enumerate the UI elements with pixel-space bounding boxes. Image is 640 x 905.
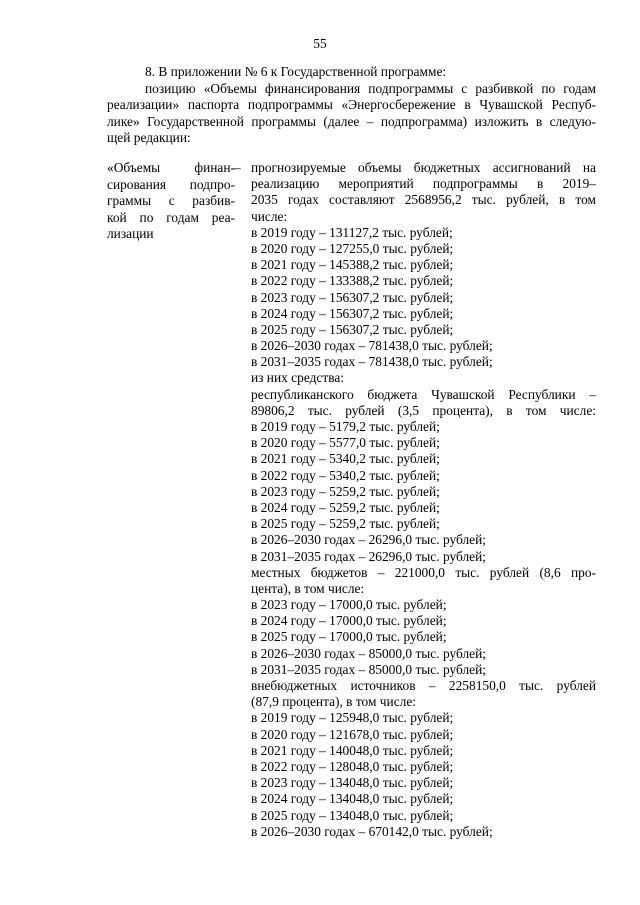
financing-line: в 2023 году – 134048,0 тыс. рублей; — [251, 775, 454, 791]
financing-line: республиканского бюджета Чувашской Республики – — [251, 386, 596, 402]
financing-line: из них средства: — [251, 370, 345, 386]
financing-line: числе: — [251, 208, 288, 224]
label-line: лизации — [107, 226, 154, 241]
financing-line: в 2021 году – 145388,2 тыс. рублей; — [251, 257, 454, 273]
financing-line: 2035 годах составляют 2568956,2 тыс. рублей, в том — [251, 192, 596, 208]
financing-line: в 2020 году – 121678,0 тыс. рублей; — [251, 726, 454, 742]
financing-line: реализацию мероприятий подпрограммы в 2019– — [251, 176, 596, 192]
financing-line: в 2026–2030 годах – 85000,0 тыс. рублей; — [251, 645, 486, 661]
financing-line: в 2019 году – 5179,2 тыс. рублей; — [251, 419, 440, 434]
financing-line: в 2019 году – 131127,2 тыс. рублей; — [251, 224, 453, 240]
financing-line: в 2026–2030 годах – 670142,0 тыс. рублей; — [251, 823, 493, 839]
financing-line: в 2031–2035 годах – 85000,0 тыс. рублей; — [251, 661, 486, 677]
financing-line: в 2025 году – 134048,0 тыс. рублей; — [251, 807, 454, 823]
financing-line: цента), в том числе: — [251, 580, 365, 596]
financing-line: в 2026–2030 годах – 781438,0 тыс. рублей; — [251, 338, 493, 354]
financing-line: местных бюджетов – 221000,0 тыс. рублей (8,6 про- — [251, 564, 596, 580]
financing-line: в 2023 году – 156307,2 тыс. рублей; — [251, 289, 454, 305]
label-line: кой по годам реа- — [107, 209, 235, 225]
financing-line: в 2021 году – 5340,2 тыс. рублей; — [251, 451, 440, 467]
financing-line: в 2022 году – 5340,2 тыс. рублей; — [251, 467, 440, 483]
financing-line: в 2025 году – 17000,0 тыс. рублей; — [251, 629, 447, 645]
label-line: граммы с разбив- — [107, 193, 235, 208]
financing-line: в 2023 году – 5259,2 тыс. рублей; — [251, 483, 440, 499]
financing-line: 89806,2 тыс. рублей (3,5 процента), в том числе: — [251, 402, 596, 418]
financing-line: в 2024 году – 134048,0 тыс. рублей; — [251, 791, 454, 807]
page-number: 55 — [313, 36, 327, 51]
financing-line: в 2031–2035 годах – 781438,0 тыс. рублей; — [251, 354, 493, 370]
financing-line: (87,9 процента), в том числе: — [251, 694, 416, 710]
financing-line: в 2024 году – 156307,2 тыс. рублей; — [251, 305, 454, 321]
financing-line: в 2020 году – 127255,0 тыс. рублей; — [251, 240, 454, 256]
separator-dash: – — [234, 160, 241, 175]
financing-line: в 2026–2030 годах – 26296,0 тыс. рублей; — [251, 532, 486, 548]
label-line: «Объемы финан- — [107, 160, 235, 175]
intro-paragraph — [107, 64, 596, 147]
financing-line: в 2024 году – 17000,0 тыс. рублей; — [251, 613, 447, 629]
financing-line: в 2022 году – 133388,2 тыс. рублей; — [251, 273, 454, 289]
position-label — [107, 160, 235, 243]
label-line: сирования подпро- — [107, 176, 235, 192]
financing-line: в 2025 году – 5259,2 тыс. рублей; — [251, 516, 440, 532]
financing-line: в 2022 году – 128048,0 тыс. рублей; — [251, 758, 454, 774]
intro-line: щей редакции: — [107, 130, 191, 145]
financing-line: в 2025 году – 156307,2 тыс. рублей; — [251, 321, 454, 337]
financing-line: в 2021 году – 140048,0 тыс. рублей; — [251, 742, 454, 758]
financing-line: в 2024 году – 5259,2 тыс. рублей; — [251, 499, 440, 515]
financing-line: в 2020 году – 5577,0 тыс. рублей; — [251, 435, 440, 451]
financing-line: в 2031–2035 годах – 26296,0 тыс. рублей; — [251, 548, 486, 564]
intro-line: позицию «Объемы финансирования подпрограммы с разбивкой по годам — [145, 80, 596, 96]
intro-line: 8. В приложении № 6 к Государственной программе: — [145, 64, 447, 79]
financing-line: в 2023 году – 17000,0 тыс. рублей; — [251, 597, 447, 613]
intro-line: реализации» паспорта подпрограммы «Энергосбережение в Чувашской Респуб- — [107, 97, 596, 112]
financing-line: в 2019 году – 125948,0 тыс. рублей; — [251, 710, 454, 726]
financing-text — [251, 160, 596, 840]
financing-line: прогнозируемые объемы бюджетных ассигнований на — [251, 160, 596, 175]
financing-line: внебюджетных источников – 2258150,0 тыс. рублей — [251, 678, 596, 693]
intro-line: лике» Государственной программы (далее – подпрограмма) изложить в следую- — [107, 113, 596, 129]
